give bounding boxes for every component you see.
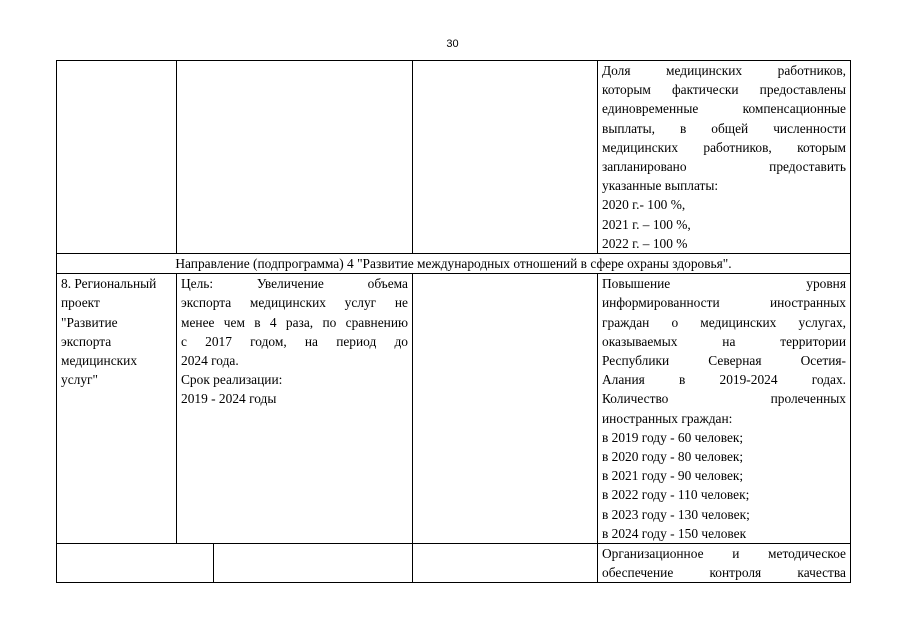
page-number: 30: [446, 38, 459, 50]
text-line: Республики Северная Осетия-: [602, 353, 846, 369]
text-line: в 2021 году - 90 человек;: [602, 468, 744, 484]
project-indicators-cell: [598, 274, 851, 544]
table-row-bottom: [57, 544, 851, 583]
text-line: Алания в 2019-2024 годах.: [602, 372, 846, 388]
text-line: 8. Региональный: [61, 276, 157, 292]
text-line: выплаты, в общей численности: [602, 120, 846, 136]
text-line: в 2024 году - 150 человек: [602, 525, 747, 541]
project-cell-3: [413, 274, 598, 544]
text-line: "Развитие: [61, 314, 118, 330]
text-line: Цель: Увеличение объема: [181, 276, 408, 292]
top-cell-3: [413, 61, 598, 254]
text-line: проект: [61, 295, 100, 311]
text-line: медицинских работников, которым: [602, 139, 846, 155]
top-cell-1: [57, 61, 177, 254]
text-line: экспорта медицинских услуг не: [181, 295, 408, 311]
top-cell-2: [177, 61, 413, 254]
text-line: Организационное и методическое: [602, 546, 846, 562]
text-line: менее чем в 4 раза, по сравнению: [181, 314, 408, 330]
text-line: 2020 г.- 100 %,: [602, 197, 686, 213]
text-line: с 2017 годом, на период до: [181, 333, 408, 349]
text-line: экспорта: [61, 333, 112, 349]
bottom-cell-3: [413, 544, 598, 583]
text-line: услуг": [61, 372, 98, 388]
text-line: медицинских: [61, 353, 138, 369]
text-line: запланировано предоставить: [602, 159, 846, 175]
text-line: в 2023 году - 130 человек;: [602, 506, 750, 522]
bottom-cell-1: [57, 544, 214, 583]
text-line: 2021 г. – 100 %,: [602, 216, 691, 232]
text-line: обеспечение контроля качества: [602, 565, 846, 581]
text-line: граждан о медицинских услугах,: [602, 314, 846, 330]
text-line: указанные выплаты:: [602, 178, 719, 194]
document-table: [56, 60, 851, 583]
text-line: Повышение уровня: [602, 276, 846, 292]
text-line: Количество пролеченных: [602, 391, 846, 407]
text-line: в 2019 году - 60 человек;: [602, 429, 744, 445]
text-line: в 2020 году - 80 человек;: [602, 449, 744, 465]
text-line: единовременные компенсационные: [602, 101, 846, 117]
text-line: информированности иностранных: [602, 295, 846, 311]
bottom-cell-2: [214, 544, 413, 583]
text-line: 2022 г. – 100 %: [602, 235, 688, 251]
text-line: оказываемых на территории: [602, 333, 846, 349]
section-heading: Направление (подпрограмма) 4 "Развитие международных отношений в сфере охраны здоровья".: [57, 254, 851, 274]
text-line: Доля медицинских работников,: [602, 63, 846, 78]
text-line: которым фактически предоставлены: [602, 82, 846, 98]
table-row-top: [57, 61, 851, 254]
bottom-cell-4: [598, 544, 851, 583]
project-name-cell: [57, 274, 177, 544]
top-cell-4: [598, 61, 851, 254]
text-line: 2024 года.: [181, 353, 239, 369]
section-heading-row: [57, 254, 851, 274]
project-goal-cell: [177, 274, 413, 544]
text-line: иностранных граждан:: [602, 410, 733, 426]
text-line: 2019 - 2024 годы: [181, 391, 277, 407]
text-line: в 2022 году - 110 человек;: [602, 487, 750, 503]
text-line: Срок реализации:: [181, 372, 283, 388]
table-row-project: [57, 274, 851, 544]
